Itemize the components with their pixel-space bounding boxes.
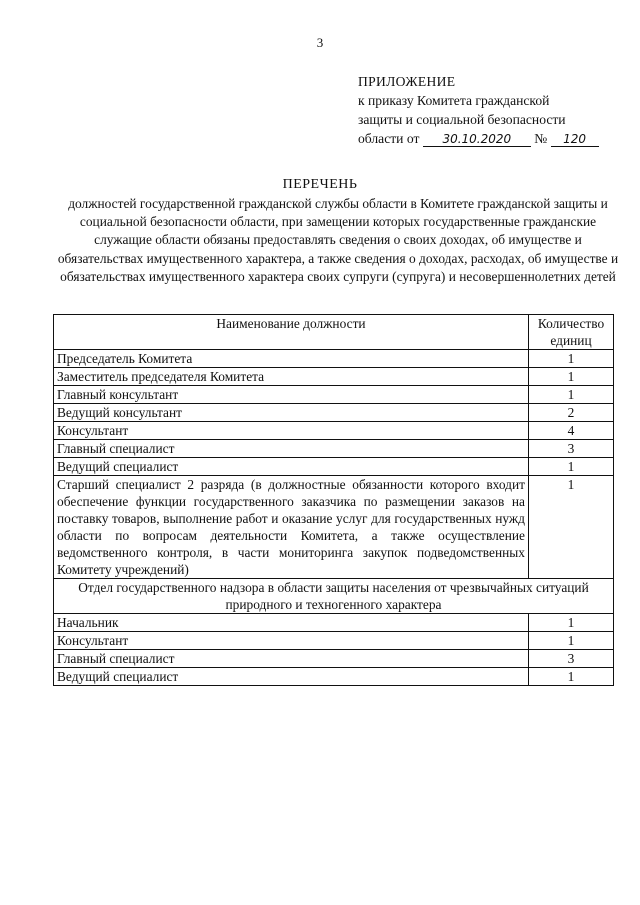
appendix-header: ПРИЛОЖЕНИЕ: [358, 74, 456, 89]
unit-count: 1: [529, 458, 614, 476]
table-row: [54, 440, 614, 458]
position-name: Ведущий консультант: [54, 404, 529, 422]
unit-count: 1: [529, 386, 614, 404]
position-name: Председатель Комитета: [54, 350, 529, 368]
table-row: [54, 476, 614, 579]
unit-count: 2: [529, 404, 614, 422]
unit-count: 4: [529, 422, 614, 440]
position-name: Главный консультант: [54, 386, 529, 404]
table-row: [54, 386, 614, 404]
table-row: [54, 458, 614, 476]
date-prefix: области от: [358, 131, 420, 146]
unit-count: 3: [529, 440, 614, 458]
appendix-date-row: [358, 129, 628, 148]
table-row: [54, 350, 614, 368]
unit-count: 3: [529, 650, 614, 668]
header-position-name: Наименование должности: [54, 315, 529, 350]
table-row: [54, 368, 614, 386]
unit-count: 1: [529, 368, 614, 386]
unit-count: 1: [529, 614, 614, 632]
document-title: ПЕРЕЧЕНЬ: [282, 177, 358, 192]
appendix-line-2: защиты и социальной безопасности: [358, 112, 566, 127]
position-name: Ведущий специалист: [54, 668, 529, 686]
positions-table: [53, 314, 614, 686]
appendix-line-1: к приказу Комитета гражданской: [358, 93, 550, 108]
position-name: Ведущий специалист: [54, 458, 529, 476]
unit-count: 1: [529, 668, 614, 686]
table-row: [54, 422, 614, 440]
table-header-row: [54, 315, 614, 350]
position-name: Главный специалист: [54, 650, 529, 668]
position-name: Консультант: [54, 422, 529, 440]
position-name: Главный специалист: [54, 440, 529, 458]
unit-count: 1: [529, 476, 614, 579]
position-name: Заместитель председателя Комитета: [54, 368, 529, 386]
table-row: [54, 632, 614, 650]
header-unit-count: Количество единиц: [529, 315, 614, 350]
table-row: [54, 614, 614, 632]
document-subtitle: должностей государственной гражданской службы области в Комитете гражданской защиты и социальной безопасности области, при замещении которых государственные гражданские служащие области обязаны предоставлять сведения о своих доходах, об имуществе и обязательствах имущественного характера, а также сведения о доходах, расходах, об имуществе и обязательствах имущественного характера своих супруги (супруга) и несовершеннолетних детей: [57, 196, 619, 284]
appendix-block: [358, 72, 628, 148]
number-sign: №: [534, 131, 548, 146]
handwritten-number: 120: [551, 132, 599, 147]
section-row: [54, 579, 614, 614]
section-title: Отдел государственного надзора в области защиты населения от чрезвычайных ситуаций природного и техногенного характера: [54, 579, 614, 614]
position-name: Старший специалист 2 разряда (в должностные обязанности которого входит обеспечение функции государственного заказчика по размещении заказов на поставку товаров, выполнение работ и оказание услуг для государственных нужд области по вопросам деятельности Комитета, а также осуществление ведомственного контроля, в части мониторинга закупок подведомственных Комитету учреждений): [54, 476, 529, 579]
table-row: [54, 404, 614, 422]
table-row: [54, 668, 614, 686]
page-number: 3: [316, 35, 324, 50]
unit-count: 1: [529, 350, 614, 368]
position-name: Начальник: [54, 614, 529, 632]
position-name: Консультант: [54, 632, 529, 650]
handwritten-date: 30.10.2020: [423, 132, 531, 147]
table-row: [54, 650, 614, 668]
unit-count: 1: [529, 632, 614, 650]
